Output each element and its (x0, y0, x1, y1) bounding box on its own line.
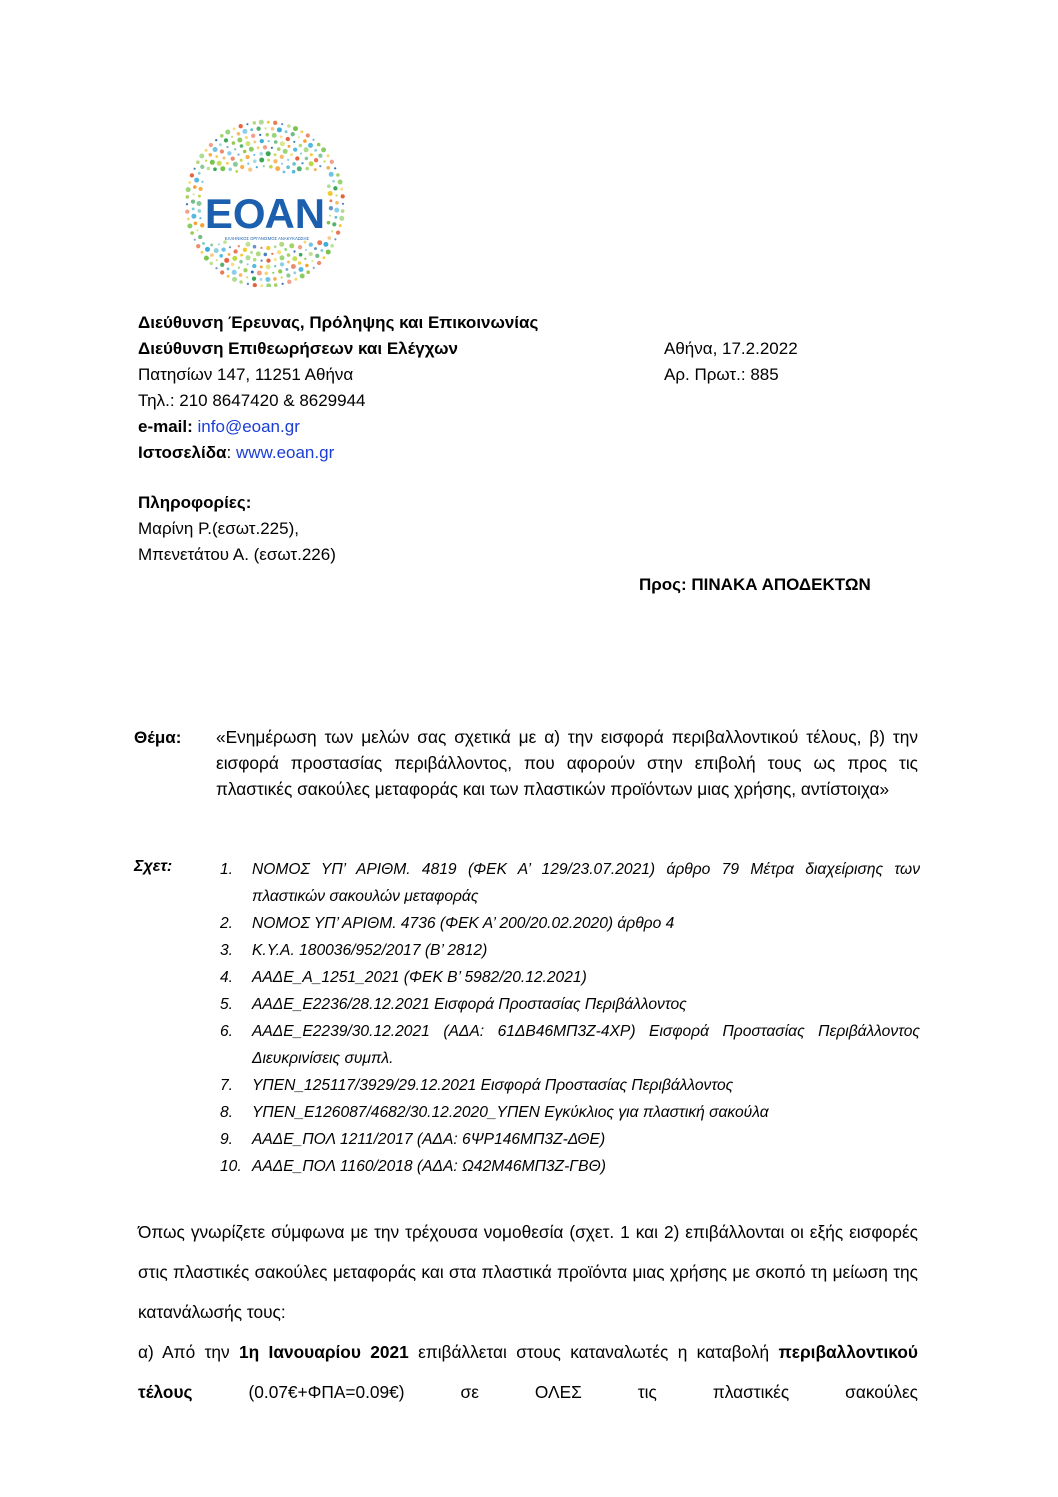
para2-part-a: α) Από την (138, 1342, 240, 1362)
website-label: Ιστοσελίδα (138, 443, 227, 462)
para2-part-c: επιβάλλεται στους καταναλωτές η καταβολή (408, 1342, 779, 1362)
para2-part-e: (0.07€+ΦΠΑ=0.09€) σε ΟΛΕΣ τις πλαστικές σακούλες (192, 1382, 918, 1402)
reference-text: ΝΟΜΟΣ ΥΠ’ ΑΡΙΘΜ. 4819 (ΦΕΚ Α’ 129/23.07.2021) άρθρο 79 Μέτρα διαχείρισης των πλαστικών σακουλών μεταφοράς (252, 861, 920, 905)
reference-text: ΑΑΔΕ_Α_1251_2021 (ΦΕΚ Β’ 5982/20.12.2021) (252, 969, 587, 986)
reference-text: ΑΑΔΕ_Ε2239/30.12.2021 (ΑΔΑ: 61ΔΒ46ΜΠ3Ζ-4ΧΡ) Εισφορά Προστασίας Περιβάλλοντος Διευκρινίσεις συμπλ. (252, 1023, 920, 1067)
reference-item (220, 856, 920, 910)
recipient: Προς: ΠΙΝΑΚΑ ΑΠΟΔΕΚΤΩΝ (639, 575, 871, 594)
subject-text: «Ενημέρωση των μελών σας σχετικά με α) την εισφορά περιβαλλοντικού τέλους, β) την εισφορά προστασίας περιβάλλοντος, που αφορούν στην επιβολή τους ως προς τις πλαστικές σακούλες μεταφοράς και των πλαστικών προϊόντων μιας χρήσης, αντίστοιχα» (216, 727, 918, 799)
reference-number: 7. (220, 1077, 234, 1094)
reference-item (220, 964, 920, 991)
email-link[interactable]: info@eoan.gr (197, 417, 300, 436)
references-list (220, 856, 920, 1180)
para2-env-fee: περιβαλλοντικού τέλους (138, 1342, 918, 1402)
reference-number: 1. (220, 861, 234, 878)
reference-number: 6. (220, 1023, 234, 1040)
reference-item (220, 1153, 920, 1180)
place-date: Αθήνα, 17.2.2022 (664, 339, 798, 358)
info-block (138, 490, 336, 568)
info-contact-marini: Μαρίνη Ρ.(εσωτ.225), (138, 519, 299, 538)
sender-block (138, 310, 538, 466)
website-separator: : (226, 443, 236, 462)
reference-text: ΥΠΕΝ_Ε126087/4682/30.12.2020_ΥΠΕΝ Εγκύκλιος για πλαστική σακούλα (252, 1104, 769, 1121)
body-paragraph-1: Όπως γνωρίζετε σύμφωνα με την τρέχουσα νομοθεσία (σχετ. 1 και 2) επιβάλλονται οι εξής εισφορές στις πλαστικές σακούλες μεταφοράς και στα πλαστικά προϊόντα μιας χρήσης με σκοπό τη μείωση της κατανάλωσής τους: (138, 1222, 918, 1322)
reference-text: ΑΑΔΕ_Ε2236/28.12.2021 Εισφορά Προστασίας Περιβάλλοντος (252, 996, 687, 1013)
reference-number: 9. (220, 1131, 234, 1148)
logo-text: ΕΟΑΝ (204, 190, 326, 237)
email-label: e-mail: (138, 417, 193, 436)
reference-item (220, 1018, 920, 1072)
reference-text: ΥΠΕΝ_125117/3929/29.12.2021 Εισφορά Προστασίας Περιβάλλοντος (252, 1077, 734, 1094)
sender-dept-inspections: Διεύθυνση Επιθεωρήσεων και Ελέγχων (138, 339, 458, 358)
reference-text: ΑΑΔΕ_ΠΟΛ 1160/2018 (ΑΔΑ: Ω42Μ46ΜΠ3Ζ-ΓΒΘ) (252, 1158, 606, 1175)
para2-date: 1η Ιανουαρίου 2021 (239, 1342, 409, 1362)
reference-number: 5. (220, 996, 234, 1013)
reference-text: ΑΑΔΕ_ΠΟΛ 1211/2017 (ΑΔΑ: 6ΨΡ146ΜΠ3Ζ-ΔΘΕ) (252, 1131, 606, 1148)
subject-label: Θέμα: (134, 728, 182, 747)
reference-number: 8. (220, 1104, 234, 1121)
meta-block (664, 336, 798, 388)
reference-item (220, 937, 920, 964)
sender-dept-research: Διεύθυνση Έρευνας, Πρόληψης και Επικοινωνίας (138, 313, 539, 332)
reference-item (220, 910, 920, 937)
logo-subtext: ΕΛΛΗΝΙΚΟΣ ΟΡΓΑΝΙΣΜΟΣ ΑΝΑΚΥΚΛΩΣΗΣ (224, 236, 310, 241)
reference-number: 4. (220, 969, 234, 986)
reference-number: 2. (220, 915, 234, 932)
reference-item (220, 1099, 920, 1126)
references-label: Σχετ: (134, 858, 173, 875)
info-label: Πληροφορίες: (138, 493, 252, 512)
info-contact-benetatou: Μπενετάτου Α. (εσωτ.226) (138, 545, 336, 564)
sender-phone: Τηλ.: 210 8647420 & 8629944 (138, 391, 366, 410)
reference-text: Κ.Υ.Α. 180036/952/2017 (Β’ 2812) (252, 942, 488, 959)
sender-address: Πατησίων 147, 11251 Αθήνα (138, 365, 354, 384)
eoan-logo (183, 112, 348, 287)
reference-text: ΝΟΜΟΣ ΥΠ’ ΑΡΙΘΜ. 4736 (ΦΕΚ Α’ 200/20.02.2020) άρθρο 4 (252, 915, 675, 932)
reference-number: 10. (220, 1158, 242, 1175)
protocol-number: Αρ. Πρωτ.: 885 (664, 365, 779, 384)
reference-number: 3. (220, 942, 234, 959)
eoan-logo-graphic (183, 112, 348, 287)
reference-item (220, 1126, 920, 1153)
reference-item (220, 1072, 920, 1099)
website-link[interactable]: www.eoan.gr (235, 443, 335, 462)
body-text (138, 1212, 918, 1412)
reference-item (220, 991, 920, 1018)
body-paragraph-2 (138, 1332, 918, 1412)
